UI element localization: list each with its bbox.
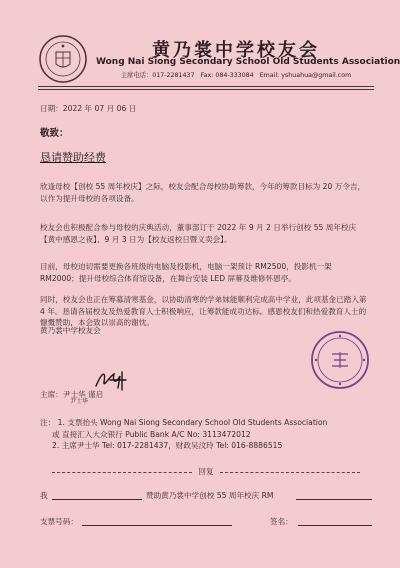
sponsor-prefix: 我 [40,491,48,500]
signatory-name: 主席：尹士华 谨启 [40,390,104,399]
letter-date: 日期：2022 年 07 月 06 日 [40,104,137,113]
paragraph-2: 校友会也积极配合参与母校的庆典活动，董事部订于 2022 年 9 月 2 日举行创校 55 周年校庆【黄中感恩之夜】、9 月 3 日为【校友返校日暨义卖会】。 [40,223,357,244]
note-item-1b: 或 直接汇入大众银行 Public Bank A/C No: 3113472012 [52,429,251,439]
paragraph-1: 欣逢母校【创校 55 周年校庆】之际，校友会配合母校协助筹款，今年的筹款目标为 20 万令吉，以作为提升母校的各项设备。 [40,182,366,203]
signature-field[interactable] [298,525,372,526]
signatory-organization: 黄乃裳中学校友会 [40,326,101,335]
paragraph-3: 目前，母校迫切需要更换各班级的电脑及投影机，电脑一架预计 RM2500，投影机一架 RM2000；提升母校综合体育馆设备，在舞台安装 LED 屏幕及维修怀恩亭。 [40,262,332,283]
reply-divider: 回复 [38,466,374,477]
email-address: Email: yshuahua@gmail.com [259,72,352,79]
notes-label: 注： 1. 支票抬头 Wong Nai Siong Secondary School Old Students Association [40,418,328,427]
cheque-number-field[interactable] [82,525,232,526]
organization-title: 黄乃裳中学校友会 [152,40,320,61]
sponsor-line [40,490,48,501]
cheque-label: 支票号码： [40,517,78,526]
salutation: 敬致： [40,128,69,139]
chair-phone: 主席电话：017-2281437 [120,72,195,79]
association-stamp-icon [310,330,370,390]
school-crest-icon [38,34,88,84]
sponsor-name-field[interactable] [52,499,142,500]
signatory-printed-name: 尹士华 [70,398,89,405]
contact-line [96,70,376,79]
paragraph-4: 同时，校友会也正在筹募清寒基金，以协助清寒的学弟妹能顺利完成高中学业，此项基金已踏入第 4 年。恳请各届校友及热爱教育人士积极响应，让筹款能成功达标。感恩校友们和热爱教育人士的慷慨赞助，本会致以崇高的谢忱。 [40,295,367,327]
letter-subject: 恳请赞助经费 [40,151,106,164]
note-item-2: 2. 主席尹士华 Tel: 017-2281437，财政吴汶玲 Tel: 016-8886515 [52,441,283,450]
notes-block [40,417,327,452]
fax-number: Fax: 084-333084 [200,72,254,79]
sponsor-amount-field[interactable] [296,499,372,500]
organization-english-name: Wong Nai Siong Secondary School Old Students Association [96,57,400,67]
header-rule-thin [38,89,374,90]
sponsor-text: 赞助黄乃裳中学创校 55 周年校庆 RM [146,491,274,500]
signature-label: 签名： [270,517,293,526]
note-item-1: 1. 支票抬头 Wong Nai Siong Secondary School Old Students Association [57,418,328,427]
header-rule [38,86,374,87]
